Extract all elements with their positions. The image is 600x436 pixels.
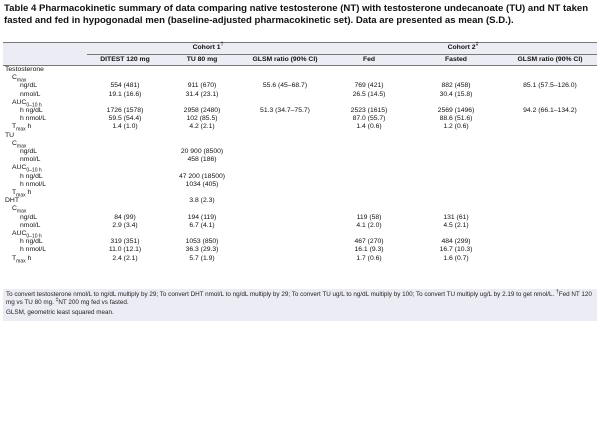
table-cell: 2.9 (3.4) <box>112 221 138 229</box>
table-cell: 88.6 (51.6) <box>439 115 473 123</box>
table-cell <box>329 132 409 140</box>
table-cell <box>163 205 241 213</box>
table-cell: 84 (99) <box>114 213 136 221</box>
table-cell: 4.1 (2.0) <box>356 221 382 229</box>
table-cell: 882 (458) <box>441 82 471 90</box>
row-label: nmol/L <box>20 156 41 164</box>
header-row-cohorts <box>3 43 597 55</box>
table-cell: 19.1 (16.6) <box>108 90 142 98</box>
table-cell <box>241 115 329 123</box>
table-cell <box>329 230 409 238</box>
table-cell <box>87 99 163 107</box>
table-row <box>3 148 597 156</box>
table-cell <box>163 140 241 148</box>
table-row <box>3 238 597 246</box>
table-cell: 20 900 (8500) <box>180 148 224 156</box>
table-cell: 1.4 (1.0) <box>112 123 138 131</box>
row-label: nmol/L <box>20 90 41 98</box>
table-cell <box>503 148 597 156</box>
table-cell <box>241 74 329 82</box>
table-row <box>3 173 597 181</box>
table-cell <box>329 197 409 205</box>
row-label: ng/dL <box>20 82 38 90</box>
table-cell: 47 200 (18500) <box>178 172 226 180</box>
col-header-tu: TU 80 mg <box>163 55 241 66</box>
table-cell <box>241 123 329 131</box>
table-cell <box>241 197 329 205</box>
table-cell <box>87 148 163 156</box>
table-row <box>3 214 597 222</box>
table-row <box>3 107 597 115</box>
table-cell <box>87 140 163 148</box>
table-cell: 911 (670) <box>187 82 217 90</box>
table-cell: 30.4 (15.8) <box>439 90 473 98</box>
table-row <box>3 140 597 148</box>
table-cell <box>163 189 241 197</box>
table-row <box>3 74 597 82</box>
table-cell: 55.6 (45–68.7) <box>262 82 308 90</box>
table-row <box>3 164 597 172</box>
table-cell <box>503 132 597 140</box>
table-cell <box>163 99 241 107</box>
footnote-conversion: To convert testosterone nmol/L to ng/dL multiply by 29; To convert DHT nmol/L to ng/dL multiply by 29; To convert TU ug/L to ng/dL multiply by 100; To convert TU multiply ug/L by 2.19 to get nmol/L. †Fed NT 120 mg vs TU 80 mg. ‡NT 200 mg fed vs fasted. <box>6 288 592 306</box>
table-cell <box>503 115 597 123</box>
table-caption: Table 4 Pharmacokinetic summary of data comparing native testosterone (NT) with testosterone undecanoate (TU) and NT taken fasted and fed in hypogonadal men (baseline-adjusted pharmacokinetic set). Data are presented as mean (S.D.). <box>4 3 589 26</box>
table-cell <box>87 197 163 205</box>
table-cell: 1.4 (0.6) <box>356 123 382 131</box>
col-header-glsm-1: GLSM ratio (90% CI) <box>241 55 329 66</box>
table-row <box>3 132 597 140</box>
table-cell <box>503 205 597 213</box>
table-cell <box>163 164 241 172</box>
table-cell <box>409 148 503 156</box>
table-cell: 16.7 (10.3) <box>439 246 473 254</box>
table-cell <box>241 140 329 148</box>
table-cell <box>329 66 409 75</box>
table-cell <box>87 205 163 213</box>
table-cell <box>409 230 503 238</box>
table-cell <box>409 140 503 148</box>
table-cell <box>241 189 329 197</box>
table-cell <box>87 230 163 238</box>
table-cell <box>503 255 597 263</box>
table-cell <box>241 205 329 213</box>
table-cell: 6.7 (4.1) <box>189 221 215 229</box>
row-label: Testosterone <box>5 66 44 73</box>
table-cell <box>503 214 597 222</box>
table-cell <box>503 91 597 99</box>
table-cell: 467 (270) <box>354 238 384 246</box>
row-label: DHT <box>5 197 19 205</box>
table-cell <box>241 164 329 172</box>
table-cell <box>241 238 329 246</box>
table-row <box>3 99 597 107</box>
table-cell: 85.1 (57.5–126.0) <box>523 82 577 90</box>
row-label: $T_{max}$ h <box>12 254 32 265</box>
table-cell: 769 (421) <box>354 82 384 90</box>
table-cell <box>241 173 329 181</box>
header-empty-cell <box>3 43 87 55</box>
table-cell <box>241 214 329 222</box>
table-cell: 458 (186) <box>187 156 217 164</box>
table-cell <box>409 181 503 189</box>
row-label: h ng/dL <box>20 107 43 115</box>
table-row <box>3 230 597 238</box>
table-cell <box>503 222 597 230</box>
col-header-glsm-2: GLSM ratio (90% CI) <box>503 55 597 66</box>
table-cell: 59.5 (54.4) <box>108 115 142 123</box>
table-cell <box>503 197 597 205</box>
row-label: h ng/dL <box>20 238 43 246</box>
table-cell <box>503 173 597 181</box>
col-header-fasted: Fasted <box>409 55 503 66</box>
table-cell <box>163 230 241 238</box>
table-cell <box>503 74 597 82</box>
table-cell: 119 (58) <box>356 213 382 221</box>
table-cell <box>503 238 597 246</box>
table-cell: 2.4 (2.1) <box>112 254 138 262</box>
table-cell <box>409 173 503 181</box>
table-cell <box>409 99 503 107</box>
table-cell <box>241 246 329 254</box>
table-cell <box>503 123 597 131</box>
table-cell <box>329 173 409 181</box>
table-cell <box>409 66 503 75</box>
table-row <box>3 156 597 164</box>
table-cell <box>409 205 503 213</box>
table-cell <box>241 66 329 75</box>
table-cell: 554 (481) <box>110 82 140 90</box>
table-cell <box>503 156 597 164</box>
row-label: $C_{max}$ <box>12 205 27 215</box>
table-row <box>3 197 597 205</box>
footnote-glsm: GLSM, geometric least squared mean. <box>6 309 114 316</box>
table-cell <box>409 74 503 82</box>
table-cell <box>163 132 241 140</box>
table-cell <box>409 189 503 197</box>
table-row <box>3 91 597 99</box>
row-label: $C_{max}$ <box>12 74 27 84</box>
table-cell: 1726 (1578) <box>106 107 144 115</box>
table-cell <box>87 156 163 164</box>
row-label: h nmol/L <box>20 180 47 188</box>
table-cell: 194 (119) <box>187 213 217 221</box>
table-cell <box>241 156 329 164</box>
table-cell: 2958 (2480) <box>183 107 221 115</box>
table-cell: 94.2 (66.1–134.2) <box>523 107 577 115</box>
row-label: $C_{max}$ <box>12 139 27 150</box>
row-label: ng/dL <box>20 213 38 221</box>
table-cell: 1034 (405) <box>185 180 219 188</box>
table-row <box>3 66 597 75</box>
table-cell <box>503 164 597 172</box>
table-cell <box>503 66 597 75</box>
header-empty-cell <box>3 55 87 66</box>
table-cell <box>503 189 597 197</box>
table-row <box>3 255 597 263</box>
table-cell <box>241 99 329 107</box>
table-cell <box>329 156 409 164</box>
col-header-ditest: DITEST 120 mg <box>87 55 163 66</box>
table-cell <box>329 205 409 213</box>
table-cell: 11.0 (12.1) <box>108 246 142 254</box>
table-cell <box>87 74 163 82</box>
table-cell <box>87 164 163 172</box>
row-label: $T_{max}$ h <box>12 123 32 133</box>
table-cell: 1.7 (0.6) <box>356 254 382 262</box>
table-row <box>3 181 597 189</box>
table-row <box>3 82 597 90</box>
table-cell <box>503 99 597 107</box>
table-cell: 484 (299) <box>441 238 471 246</box>
table-cell: 319 (351) <box>110 238 140 246</box>
row-label: ng/dL <box>20 148 38 156</box>
table-cell <box>241 222 329 230</box>
table-cell <box>87 173 163 181</box>
table-row <box>3 246 597 254</box>
row-label: $T_{max}$ h <box>12 189 32 199</box>
table-row <box>3 205 597 213</box>
header-cohort-2: Cohort 2‡ <box>329 43 597 55</box>
row-label: nmol/L <box>20 221 41 229</box>
table-cell <box>329 164 409 172</box>
table-cell: 4.5 (2.1) <box>443 221 469 229</box>
table-cell <box>329 189 409 197</box>
table-cell <box>409 156 503 164</box>
row-label: $AUC_{0-10 h}$ <box>12 230 42 240</box>
table-cell: 1.2 (0.6) <box>443 123 469 131</box>
table-cell <box>87 181 163 189</box>
table-cell <box>329 140 409 148</box>
table-cell <box>163 74 241 82</box>
table-cell <box>503 181 597 189</box>
table-cell: 26.5 (14.5) <box>352 90 386 98</box>
table-cell <box>87 132 163 140</box>
table-cell <box>409 164 503 172</box>
table-cell: 2569 (1496) <box>437 107 475 115</box>
table-cell: 3.8 (2.3) <box>189 197 215 205</box>
row-label: TU <box>5 131 15 139</box>
table-cell: 5.7 (1.9) <box>189 254 215 262</box>
table-cell: 102 (85.5) <box>186 115 218 123</box>
table-row <box>3 222 597 230</box>
table-cell <box>409 132 503 140</box>
row-label: $AUC_{0-10 h}$ <box>12 164 42 174</box>
table-cell: 36.3 (29.3) <box>185 246 219 254</box>
table-cell <box>503 140 597 148</box>
table-cell <box>503 230 597 238</box>
table-cell <box>503 246 597 254</box>
table-cell <box>329 99 409 107</box>
table-cell: 31.4 (23.1) <box>185 90 219 98</box>
table-cell: 4.2 (2.1) <box>189 123 215 131</box>
table-cell <box>329 181 409 189</box>
table-cell: 87.0 (55.7) <box>352 115 386 123</box>
table-cell: 1.6 (0.7) <box>443 254 469 262</box>
row-label: h ng/dL <box>20 172 43 180</box>
row-label: $AUC_{0-10 h}$ <box>12 98 42 109</box>
table-cell <box>87 66 163 75</box>
table-cell: 1053 (850) <box>185 238 219 246</box>
table-cell <box>241 91 329 99</box>
table-cell: 16.1 (9.3) <box>354 246 384 254</box>
table-cell: 2523 (1615) <box>350 107 388 115</box>
table-cell <box>241 148 329 156</box>
table-cell: 131 (61) <box>443 213 469 221</box>
table-cell <box>241 230 329 238</box>
col-header-fed: Fed <box>329 55 409 66</box>
table-cell <box>241 255 329 263</box>
table-cell <box>329 74 409 82</box>
header-row-columns <box>3 55 597 66</box>
table-cell <box>241 132 329 140</box>
row-label: h nmol/L <box>20 246 47 254</box>
table-cell <box>241 181 329 189</box>
header-cohort-1: Cohort 1† <box>87 43 329 55</box>
table-row <box>3 189 597 197</box>
table-cell <box>329 148 409 156</box>
table-cell <box>87 189 163 197</box>
row-label: h nmol/L <box>20 115 47 123</box>
table-cell: 51.3 (34.7–75.7) <box>260 107 310 115</box>
table-cell <box>409 197 503 205</box>
table-row <box>3 123 597 131</box>
table-row <box>3 115 597 123</box>
pk-summary-table <box>3 42 597 263</box>
table-footnotes <box>3 289 597 321</box>
table-cell <box>163 66 241 75</box>
